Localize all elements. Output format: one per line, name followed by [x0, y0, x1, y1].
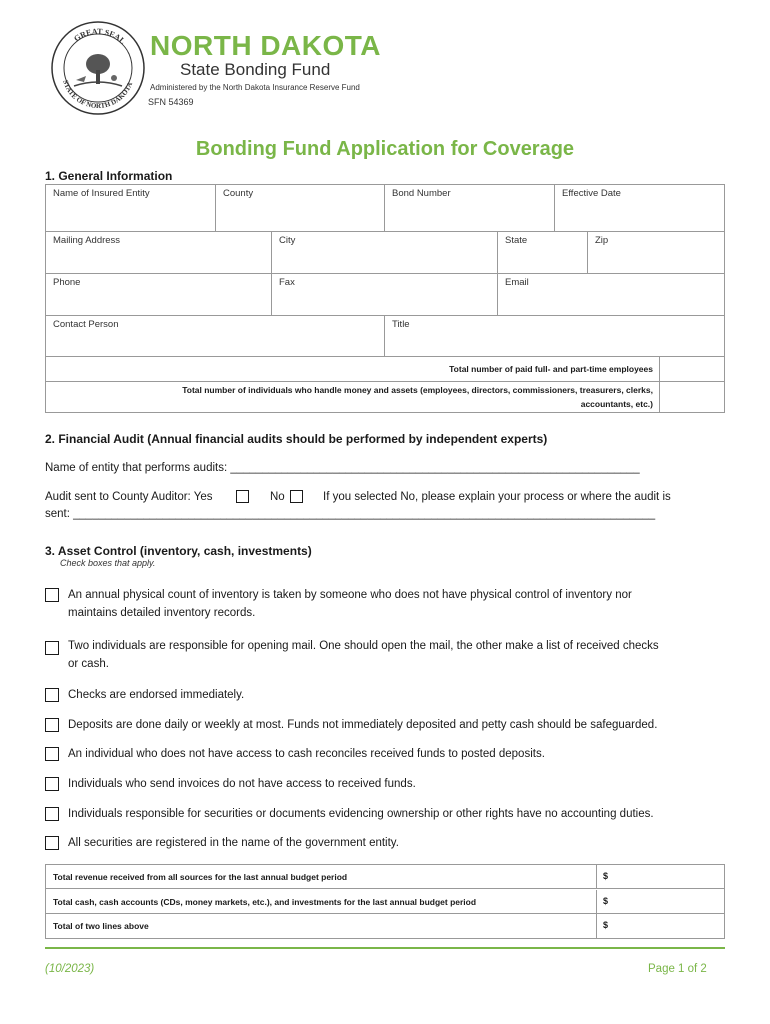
great-seal-logo — [50, 20, 146, 116]
auditor-name-line[interactable]: Name of entity that performs audits: ________________________________________________________________ — [45, 462, 640, 474]
totals-table — [45, 864, 725, 939]
asset-control-checkbox[interactable] — [45, 807, 59, 821]
table-row: Total revenue received from all sources for the last annual budget period $ — [46, 865, 724, 889]
audit-sent-label: Audit sent to County Auditor: Yes — [45, 491, 213, 503]
brand-subtitle: State Bonding Fund — [180, 60, 331, 79]
county-field[interactable]: County — [216, 185, 385, 232]
total-handlers-input[interactable] — [660, 382, 724, 412]
footer-divider — [45, 947, 725, 949]
asset-control-checkbox[interactable] — [45, 688, 59, 702]
total-combined-input[interactable]: $ — [596, 914, 724, 938]
document-title: Bonding Fund Application for Coverage — [195, 138, 575, 160]
total-employees-row: Total number of paid full- and part-time employees — [46, 357, 660, 382]
effective-date-field[interactable]: Effective Date — [555, 185, 724, 232]
asset-control-checkbox[interactable] — [45, 588, 59, 602]
bond-number-field[interactable]: Bond Number — [385, 185, 555, 232]
insured-entity-field[interactable]: Name of Insured Entity — [46, 185, 216, 232]
brand-title: NORTH DAKOTA — [150, 30, 382, 61]
section1-heading: 1. General Information — [45, 169, 173, 183]
asset-control-checkbox[interactable] — [45, 747, 59, 761]
contact-person-field[interactable]: Contact Person — [46, 316, 385, 357]
asset-control-checkbox[interactable] — [45, 777, 59, 791]
svg-text:GREAT SEAL: GREAT SEAL — [72, 26, 128, 46]
audit-sent-yes-checkbox[interactable] — [236, 490, 249, 503]
email-field[interactable]: Email — [498, 274, 724, 316]
mailing-address-field[interactable]: Mailing Address — [46, 232, 272, 274]
state-field[interactable]: State — [498, 232, 588, 274]
brand-admin-line: Administered by the North Dakota Insurance Reserve Fund — [150, 83, 360, 92]
audit-explain-label: If you selected No, please explain your process or where the audit is — [323, 491, 671, 503]
section3-note: Check boxes that apply. — [60, 558, 156, 568]
form-number: SFN 54369 — [148, 97, 194, 107]
title-field[interactable]: Title — [385, 316, 724, 357]
total-cash-input[interactable]: $ — [596, 890, 724, 913]
audit-sent-no-checkbox[interactable] — [290, 490, 303, 503]
asset-control-checkbox[interactable] — [45, 718, 59, 732]
page-number: Page 1 of 2 — [648, 963, 707, 975]
total-revenue-input[interactable]: $ — [596, 865, 724, 888]
asset-control-checkbox[interactable] — [45, 641, 59, 655]
audit-sent-no-label: No — [270, 491, 285, 503]
table-row: Total of two lines above $ — [46, 914, 724, 938]
fax-field[interactable]: Fax — [272, 274, 498, 316]
phone-field[interactable]: Phone — [46, 274, 272, 316]
city-field[interactable]: City — [272, 232, 498, 274]
zip-field[interactable]: Zip — [588, 232, 724, 274]
table-row: Total cash, cash accounts (CDs, money markets, etc.), and investments for the last annual budget period $ — [46, 890, 724, 914]
svg-text:STATE OF NORTH DAKOTA: STATE OF NORTH DAKOTA — [61, 79, 135, 111]
total-employees-input[interactable] — [660, 357, 724, 382]
asset-control-checkbox[interactable] — [45, 836, 59, 850]
revision-date: (10/2023) — [45, 963, 95, 975]
general-info-grid — [45, 184, 725, 413]
section2-heading: 2. Financial Audit (Annual financial audits should be performed by independent experts) — [45, 432, 548, 446]
audit-sent-line[interactable]: sent: ___________________________________________________________________________________________ — [45, 508, 656, 520]
total-handlers-row: Total number of individuals who handle money and assets (employees, directors, commissioners, treasurers, clerks, accountants, etc.) — [46, 382, 660, 412]
section3-heading: 3. Asset Control (inventory, cash, investments) — [45, 544, 312, 558]
